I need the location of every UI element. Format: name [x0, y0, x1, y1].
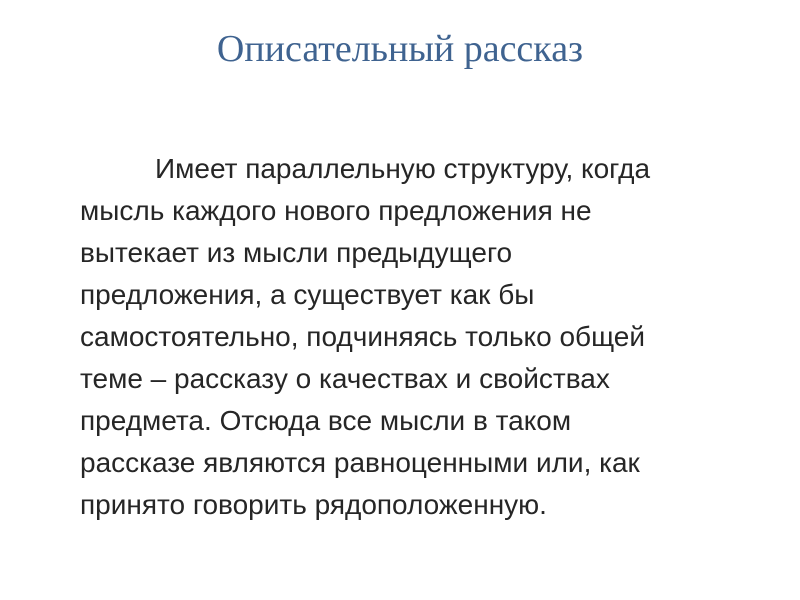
body-line: рассказе являются равноценными или, как: [80, 447, 640, 478]
body-line: самостоятельно, подчиняясь только общей: [80, 321, 646, 352]
body-line: теме – рассказу о качествах и свойствах: [80, 363, 610, 394]
body-line: предмета. Отсюда все мысли в таком: [80, 405, 572, 436]
slide-title: Описательный рассказ: [216, 28, 584, 70]
body-line: вытекает из мысли предыдущего: [80, 237, 513, 268]
slide-body-paragraph: [80, 148, 760, 526]
body-line: мысль каждого нового предложения не: [80, 195, 592, 226]
body-line: Имеет параллельную структуру, когда: [155, 153, 651, 184]
body-line: принято говорить рядоположенную.: [80, 489, 547, 520]
body-line: предложения, а существует как бы: [80, 279, 535, 310]
